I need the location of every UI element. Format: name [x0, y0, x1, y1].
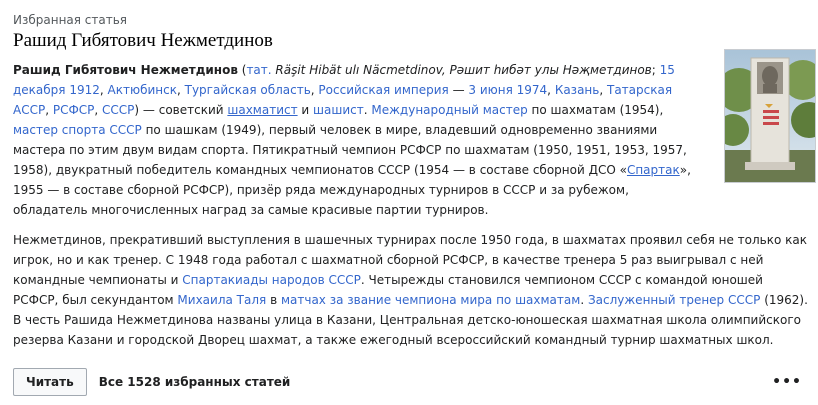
article-text: (1962). В честь Рашида Нежметдинова названы улица в Казани, Центральная детско-юношеская шахматная школа олимпийского резерва Казани и городской Дворец шахмат, а также ежегодный всероссийский командный турнир шахматных школ.: [13, 293, 808, 347]
article-text: .: [580, 293, 588, 307]
monument-photo-icon: [725, 50, 815, 182]
article-paragraph-1: [13, 60, 703, 220]
article-text: —: [448, 83, 469, 97]
article-link[interactable]: матчах за звание чемпиона мира по шахматам: [280, 293, 581, 307]
article-link[interactable]: Михаила Таля: [177, 293, 267, 307]
article-text: и: [297, 103, 314, 117]
article-text: по шашкам (1949), первый человек в мире, владевший одновременно званиями мастера по этим двум видам спорта. Пятикратный чемпион РСФСР по шахматам (1950, 1951, 1953, 1957, 1958), двукратный победитель командных чемпионатов СССР (1954 — в составе сборной ДСО «: [13, 123, 687, 177]
article-text: ,: [599, 83, 607, 97]
article-text: ,: [547, 83, 555, 97]
article-paragraph-2: [13, 230, 808, 350]
article-text: ) — советский: [134, 103, 228, 117]
article-link[interactable]: 15 декабря 1912: [13, 63, 675, 97]
article-link[interactable]: СССР: [102, 103, 135, 117]
article-link[interactable]: Заслуженный тренер СССР: [587, 293, 761, 307]
article-text: ;: [651, 63, 660, 77]
article-link[interactable]: 3 июня 1974: [468, 83, 548, 97]
article-link[interactable]: тат.: [246, 63, 272, 77]
article-text: ,: [310, 83, 319, 97]
featured-article-card: [13, 12, 808, 350]
article-text: (: [237, 63, 247, 77]
article-text: ,: [45, 103, 53, 117]
article-link[interactable]: Тургайская область: [184, 83, 311, 97]
article-link[interactable]: Международный мастер: [371, 103, 528, 117]
article-text: », 1955 — в составе сборной РСФСР), призёр ряда международных турниров в СССР и за рубежом, обладатель многочисленных наград за самые красивые партии турниров.: [13, 163, 691, 217]
article-text: . Четырежды становился чемпионом СССР с командой юношей РСФСР, был секундантом: [13, 273, 763, 307]
article-link[interactable]: шашист: [313, 103, 364, 117]
more-options-icon[interactable]: •••: [772, 374, 802, 390]
article-link[interactable]: Спартакиады народов СССР: [182, 273, 361, 287]
native-name-italic: Räşit Hibät ulı Näcmetdinov, Рәшит һибәт улы Нәҗметдинов: [271, 63, 652, 77]
read-button[interactable]: Читать: [13, 368, 87, 396]
article-link[interactable]: Актюбинск: [107, 83, 177, 97]
article-text: .: [363, 103, 372, 117]
section-kicker: Избранная статья: [13, 13, 128, 27]
article-subject-bold: Рашид Гибятович Нежметдинов: [13, 63, 238, 77]
article-text: в: [266, 293, 281, 307]
article-link[interactable]: Спартак: [626, 163, 680, 177]
article-text: ,: [176, 83, 185, 97]
article-link[interactable]: мастер спорта СССР: [13, 123, 142, 137]
article-link[interactable]: Татарская АССР: [13, 83, 673, 117]
article-text: ,: [94, 103, 103, 117]
article-title[interactable]: Рашид Гибятович Нежметдинов: [13, 30, 273, 51]
article-link[interactable]: РСФСР: [52, 103, 95, 117]
article-link[interactable]: Казань: [554, 83, 600, 97]
article-link[interactable]: шахматист: [227, 103, 298, 117]
card-footer: [13, 368, 808, 396]
article-text: по шахматам (1954),: [527, 103, 664, 117]
article-text: Нежметдинов, прекративший выступления в шашечных турнирах после 1950 года, в шахматах проявил себя не только как игрок, но и как тренер. С 1948 года работал с шахматной сборной РСФСР, в качестве тренера 5 раз выигрывал с ней командные чемпионаты и: [13, 233, 807, 287]
article-thumbnail[interactable]: [724, 49, 816, 183]
article-text: ,: [99, 83, 108, 97]
all-featured-link[interactable]: Все 1528 избранных статей: [98, 375, 291, 389]
article-link[interactable]: Российская империя: [318, 83, 449, 97]
